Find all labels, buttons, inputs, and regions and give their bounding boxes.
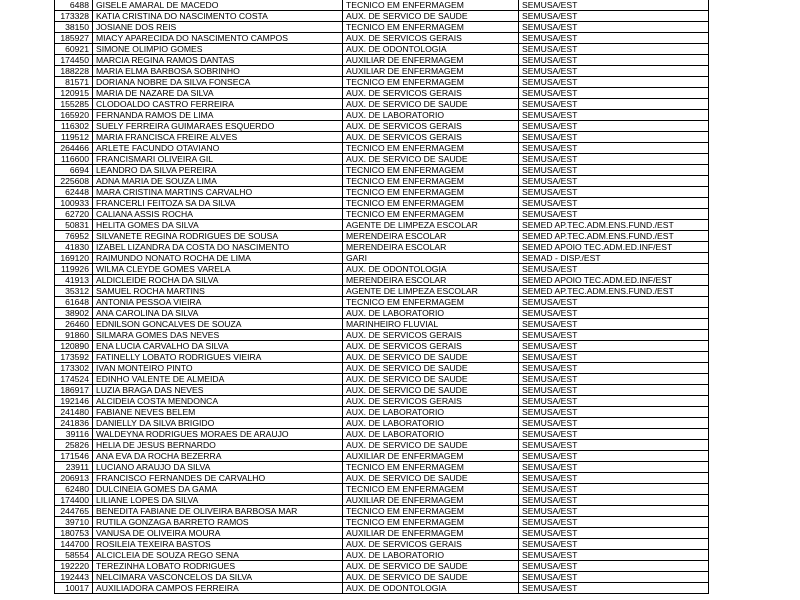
table-row [55,11,709,22]
job-title-cell: AUX. DE SERVICO DE SAUDE [343,374,519,385]
department-cell: SEMUSA/EST [519,429,709,440]
department-cell: SEMUSA/EST [519,209,709,220]
job-title-cell: AUX. DE SERVICO DE SAUDE [343,363,519,374]
department-cell: SEMUSA/EST [519,187,709,198]
table-row [55,429,709,440]
employee-name-cell: GISELE AMARAL DE MACEDO [93,0,343,11]
job-title-cell: AUXILIAR DE ENFERMAGEM [343,66,519,77]
table-row [55,539,709,550]
table-row [55,209,709,220]
employee-name-cell: WILMA CLEYDE GOMES VARELA [93,264,343,275]
job-title-cell: TECNICO EM ENFERMAGEM [343,143,519,154]
department-cell: SEMUSA/EST [519,297,709,308]
employee-id-cell: 206913 [55,473,93,484]
table-row [55,33,709,44]
employee-id-cell: 173328 [55,11,93,22]
employee-id-cell: 185927 [55,33,93,44]
employee-id-cell: 39116 [55,429,93,440]
employee-name-cell: LUCIANO ARAUJO DA SILVA [93,462,343,473]
table-row [55,451,709,462]
employee-name-cell: FRANCISMARI OLIVEIRA GIL [93,154,343,165]
job-title-cell: AUX. DE ODONTOLOGIA [343,583,519,594]
job-title-cell: AUX. DE SERVICOS GERAIS [343,539,519,550]
table-row [55,462,709,473]
employee-id-cell: 173592 [55,352,93,363]
job-title-cell: TECNICO EM ENFERMAGEM [343,506,519,517]
table-row [55,275,709,286]
employee-id-cell: 174450 [55,55,93,66]
table-row [55,220,709,231]
job-title-cell: TECNICO EM ENFERMAGEM [343,462,519,473]
department-cell: SEMUSA/EST [519,319,709,330]
table-row [55,253,709,264]
job-title-cell: AUX. DE LABORATORIO [343,418,519,429]
employee-table-body [55,0,709,594]
employee-name-cell: HELITA GOMES DA SILVA [93,220,343,231]
department-cell: SEMUSA/EST [519,506,709,517]
table-row [55,418,709,429]
department-cell: SEMUSA/EST [519,418,709,429]
employee-name-cell: IZABEL LIZANDRA DA COSTA DO NASCIMENTO [93,242,343,253]
employee-id-cell: 62480 [55,484,93,495]
table-row [55,440,709,451]
employee-id-cell: 62720 [55,209,93,220]
department-cell: SEMUSA/EST [519,0,709,11]
job-title-cell: TECNICO EM ENFERMAGEM [343,165,519,176]
department-cell: SEMED AP.TEC.ADM.ENS.FUND./EST [519,231,709,242]
table-row [55,473,709,484]
employee-id-cell: 192220 [55,561,93,572]
department-cell: SEMED APOIO TEC.ADM.ED.INF/EST [519,275,709,286]
table-row [55,341,709,352]
job-title-cell: MERENDEIRA ESCOLAR [343,275,519,286]
department-cell: SEMUSA/EST [519,396,709,407]
employee-id-cell: 188228 [55,66,93,77]
employee-id-cell: 174400 [55,495,93,506]
employee-name-cell: DORIANA NOBRE DA SILVA FONSECA [93,77,343,88]
employee-name-cell: ALDICLEIDE ROCHA DA SILVA [93,275,343,286]
employee-name-cell: KATIA CRISTINA DO NASCIMENTO COSTA [93,11,343,22]
table-row [55,77,709,88]
employee-name-cell: ARLETE FACUNDO OTAVIANO [93,143,343,154]
employee-id-cell: 186917 [55,385,93,396]
job-title-cell: MARINHEIRO FLUVIAL [343,319,519,330]
employee-id-cell: 76952 [55,231,93,242]
job-title-cell: AUX. DE ODONTOLOGIA [343,44,519,55]
job-title-cell: AUXILIAR DE ENFERMAGEM [343,528,519,539]
job-title-cell: AUX. DE SERVICO DE SAUDE [343,385,519,396]
employee-name-cell: AUXILIADORA CAMPOS FERREIRA [93,583,343,594]
employee-id-cell: 119926 [55,264,93,275]
employee-name-cell: SILVANETE REGINA RODRIGUES DE SOUSA [93,231,343,242]
employee-id-cell: 192443 [55,572,93,583]
employee-name-cell: SIMONE OLIMPIO GOMES [93,44,343,55]
employee-table [54,0,709,594]
table-row [55,352,709,363]
table-row [55,330,709,341]
table-row [55,396,709,407]
employee-name-cell: CALIANA ASSIS ROCHA [93,209,343,220]
department-cell: SEMUSA/EST [519,308,709,319]
employee-id-cell: 192146 [55,396,93,407]
employee-name-cell: TEREZINHA LOBATO RODRIGUES [93,561,343,572]
table-row [55,319,709,330]
table-row [55,176,709,187]
job-title-cell: AUX. DE LABORATORIO [343,550,519,561]
job-title-cell: AUX. DE SERVICO DE SAUDE [343,154,519,165]
employee-name-cell: ALCIDEIA COSTA MENDONCA [93,396,343,407]
department-cell: SEMUSA/EST [519,363,709,374]
employee-id-cell: 116600 [55,154,93,165]
table-row [55,99,709,110]
table-row [55,374,709,385]
employee-name-cell: FABIANE NEVES BELEM [93,407,343,418]
employee-id-cell: 41830 [55,242,93,253]
job-title-cell: AUXILIAR DE ENFERMAGEM [343,495,519,506]
employee-name-cell: DULCINEIA GOMES DA GAMA [93,484,343,495]
table-row [55,198,709,209]
employee-id-cell: 26460 [55,319,93,330]
job-title-cell: AUXILIAR DE ENFERMAGEM [343,55,519,66]
job-title-cell: AUX. DE SERVICOS GERAIS [343,396,519,407]
employee-id-cell: 58554 [55,550,93,561]
employee-name-cell: MIACY APARECIDA DO NASCIMENTO CAMPOS [93,33,343,44]
job-title-cell: AGENTE DE LIMPEZA ESCOLAR [343,286,519,297]
table-row [55,495,709,506]
employee-name-cell: SILMARA GOMES DAS NEVES [93,330,343,341]
table-row [55,44,709,55]
employee-id-cell: 81571 [55,77,93,88]
department-cell: SEMAD - DISP./EST [519,253,709,264]
job-title-cell: TECNICO EM ENFERMAGEM [343,77,519,88]
employee-id-cell: 41913 [55,275,93,286]
employee-name-cell: FERNANDA RAMOS DE LIMA [93,110,343,121]
job-title-cell: TECNICO EM ENFERMAGEM [343,297,519,308]
employee-name-cell: FRANCERLI FEITOZA SA DA SILVA [93,198,343,209]
employee-name-cell: LEANDRO DA SILVA PEREIRA [93,165,343,176]
employee-name-cell: FRANCISCO FERNANDES DE CARVALHO [93,473,343,484]
table-row [55,506,709,517]
job-title-cell: AUX. DE SERVICOS GERAIS [343,330,519,341]
employee-name-cell: NELCIMARA VASCONCELOS DA SILVA [93,572,343,583]
department-cell: SEMUSA/EST [519,440,709,451]
department-cell: SEMUSA/EST [519,77,709,88]
department-cell: SEMUSA/EST [519,264,709,275]
table-row [55,517,709,528]
employee-name-cell: MARIA ELMA BARBOSA SOBRINHO [93,66,343,77]
employee-name-cell: ALCICLEIA DE SOUZA REGO SENA [93,550,343,561]
table-row [55,132,709,143]
employee-name-cell: LILIANE LOPES DA SILVA [93,495,343,506]
employee-id-cell: 144700 [55,539,93,550]
department-cell: SEMUSA/EST [519,539,709,550]
employee-name-cell: VANUSA DE OLIVEIRA MOURA [93,528,343,539]
table-row [55,0,709,11]
department-cell: SEMUSA/EST [519,22,709,33]
job-title-cell: AUX. DE SERVICO DE SAUDE [343,473,519,484]
employee-id-cell: 116302 [55,121,93,132]
department-cell: SEMUSA/EST [519,341,709,352]
employee-id-cell: 120890 [55,341,93,352]
employee-id-cell: 169120 [55,253,93,264]
job-title-cell: AUX. DE SERVICO DE SAUDE [343,11,519,22]
department-cell: SEMUSA/EST [519,44,709,55]
job-title-cell: AUX. DE SERVICOS GERAIS [343,132,519,143]
employee-id-cell: 119512 [55,132,93,143]
employee-id-cell: 38902 [55,308,93,319]
employee-id-cell: 61648 [55,297,93,308]
employee-name-cell: RAIMUNDO NONATO ROCHA DE LIMA [93,253,343,264]
job-title-cell: AUX. DE SERVICO DE SAUDE [343,99,519,110]
department-cell: SEMUSA/EST [519,88,709,99]
job-title-cell: AUX. DE SERVICO DE SAUDE [343,440,519,451]
employee-name-cell: ANTONIA PESSOA VIEIRA [93,297,343,308]
job-title-cell: TECNICO EM ENFERMAGEM [343,484,519,495]
department-cell: SEMUSA/EST [519,495,709,506]
department-cell: SEMUSA/EST [519,374,709,385]
employee-name-cell: DANIELLY DA SILVA BRIGIDO [93,418,343,429]
job-title-cell: AUXILIAR DE ENFERMAGEM [343,451,519,462]
department-cell: SEMUSA/EST [519,407,709,418]
table-row [55,528,709,539]
table-row [55,242,709,253]
department-cell: SEMED AP.TEC.ADM.ENS.FUND./EST [519,220,709,231]
job-title-cell: AUX. DE ODONTOLOGIA [343,264,519,275]
table-row [55,231,709,242]
job-title-cell: TECNICO EM ENFERMAGEM [343,198,519,209]
employee-id-cell: 165920 [55,110,93,121]
department-cell: SEMUSA/EST [519,451,709,462]
department-cell: SEMED APOIO TEC.ADM.ED.INF/EST [519,242,709,253]
employee-name-cell: JOSIANE DOS REIS [93,22,343,33]
department-cell: SEMUSA/EST [519,33,709,44]
employee-id-cell: 225608 [55,176,93,187]
job-title-cell: AUX. DE SERVICO DE SAUDE [343,561,519,572]
department-cell: SEMUSA/EST [519,110,709,121]
table-row [55,143,709,154]
employee-id-cell: 23911 [55,462,93,473]
job-title-cell: AUX. DE SERVICOS GERAIS [343,121,519,132]
department-cell: SEMUSA/EST [519,176,709,187]
job-title-cell: MERENDEIRA ESCOLAR [343,242,519,253]
department-cell: SEMUSA/EST [519,99,709,110]
job-title-cell: AUX. DE SERVICOS GERAIS [343,33,519,44]
job-title-cell: AUX. DE LABORATORIO [343,110,519,121]
department-cell: SEMUSA/EST [519,572,709,583]
department-cell: SEMUSA/EST [519,143,709,154]
department-cell: SEMUSA/EST [519,55,709,66]
table-row [55,385,709,396]
employee-name-cell: MARCIA REGINA RAMOS DANTAS [93,55,343,66]
department-cell: SEMUSA/EST [519,473,709,484]
employee-name-cell: HELIA DE JESUS BERNARDO [93,440,343,451]
department-cell: SEMUSA/EST [519,132,709,143]
job-title-cell: TECNICO EM ENFERMAGEM [343,22,519,33]
department-cell: SEMUSA/EST [519,561,709,572]
employee-id-cell: 171546 [55,451,93,462]
employee-id-cell: 120915 [55,88,93,99]
table-row [55,550,709,561]
table-row [55,484,709,495]
employee-name-cell: ADNA MARIA DE SOUZA LIMA [93,176,343,187]
employee-id-cell: 155285 [55,99,93,110]
employee-id-cell: 91860 [55,330,93,341]
job-title-cell: AUX. DE LABORATORIO [343,429,519,440]
job-title-cell: TECNICO EM ENFERMAGEM [343,517,519,528]
table-row [55,297,709,308]
employee-name-cell: ANA CAROLINA DA SILVA [93,308,343,319]
job-title-cell: AGENTE DE LIMPEZA ESCOLAR [343,220,519,231]
employee-id-cell: 174524 [55,374,93,385]
table-row [55,561,709,572]
department-cell: SEMUSA/EST [519,550,709,561]
job-title-cell: MERENDEIRA ESCOLAR [343,231,519,242]
employee-name-cell: ANA EVA DA ROCHA BEZERRA [93,451,343,462]
employee-name-cell: MARIA DE NAZARE DA SILVA [93,88,343,99]
table-row [55,407,709,418]
employee-name-cell: CLODOALDO CASTRO FERREIRA [93,99,343,110]
employee-id-cell: 180753 [55,528,93,539]
job-title-cell: TECNICO EM ENFERMAGEM [343,209,519,220]
employee-id-cell: 39710 [55,517,93,528]
employee-name-cell: BENEDITA FABIANE DE OLIVEIRA BARBOSA MAR [93,506,343,517]
employee-name-cell: LUZIA BRAGA DAS NEVES [93,385,343,396]
table-row [55,308,709,319]
table-row [55,583,709,594]
table-row [55,88,709,99]
employee-id-cell: 6488 [55,0,93,11]
table-row [55,55,709,66]
employee-id-cell: 60921 [55,44,93,55]
table-row [55,286,709,297]
department-cell: SEMUSA/EST [519,11,709,22]
department-cell: SEMUSA/EST [519,484,709,495]
job-title-cell: AUX. DE SERVICOS GERAIS [343,341,519,352]
department-cell: SEMUSA/EST [519,154,709,165]
table-row [55,165,709,176]
employee-name-cell: EDINHO VALENTE DE ALMEIDA [93,374,343,385]
table-row [55,66,709,77]
employee-name-cell: MARIA FRANCISCA FREIRE ALVES [93,132,343,143]
employee-id-cell: 100933 [55,198,93,209]
department-cell: SEMUSA/EST [519,121,709,132]
table-row [55,110,709,121]
job-title-cell: AUX. DE SERVICOS GERAIS [343,88,519,99]
department-cell: SEMUSA/EST [519,330,709,341]
employee-id-cell: 173302 [55,363,93,374]
department-cell: SEMED AP.TEC.ADM.ENS.FUND./EST [519,286,709,297]
employee-name-cell: RUTILA GONZAGA BARRETO RAMOS [93,517,343,528]
employee-id-cell: 241836 [55,418,93,429]
employee-name-cell: MARA CRISTINA MARTINS CARVALHO [93,187,343,198]
table-row [55,572,709,583]
table-row [55,154,709,165]
employee-name-cell: ROSILEIA TEXEIRA BASTOS [93,539,343,550]
department-cell: SEMUSA/EST [519,385,709,396]
table-row [55,22,709,33]
employee-name-cell: WALDEYNA RODRIGUES MORAES DE ARAUJO [93,429,343,440]
department-cell: SEMUSA/EST [519,165,709,176]
table-row [55,187,709,198]
employee-id-cell: 6694 [55,165,93,176]
job-title-cell: AUX. DE LABORATORIO [343,407,519,418]
department-cell: SEMUSA/EST [519,66,709,77]
department-cell: SEMUSA/EST [519,517,709,528]
department-cell: SEMUSA/EST [519,462,709,473]
employee-id-cell: 10017 [55,583,93,594]
employee-id-cell: 35312 [55,286,93,297]
department-cell: SEMUSA/EST [519,352,709,363]
department-cell: SEMUSA/EST [519,528,709,539]
job-title-cell: GARI [343,253,519,264]
job-title-cell: TECNICO EM ENFERMAGEM [343,0,519,11]
employee-id-cell: 244765 [55,506,93,517]
job-title-cell: TECNICO EM ENFERMAGEM [343,187,519,198]
job-title-cell: AUX. DE LABORATORIO [343,308,519,319]
employee-id-cell: 50831 [55,220,93,231]
employee-name-cell: EDNILSON GONCALVES DE SOUZA [93,319,343,330]
employee-name-cell: FATINELLY LOBATO RODRIGUES VIEIRA [93,352,343,363]
table-row [55,264,709,275]
employee-name-cell: SUELY FERREIRA GUIMARAES ESQUERDO [93,121,343,132]
department-cell: SEMUSA/EST [519,198,709,209]
employee-id-cell: 38150 [55,22,93,33]
employee-id-cell: 62448 [55,187,93,198]
job-title-cell: TECNICO EM ENFERMAGEM [343,176,519,187]
employee-id-cell: 241480 [55,407,93,418]
department-cell: SEMUSA/EST [519,583,709,594]
employee-name-cell: SAMUEL ROCHA MARTINS [93,286,343,297]
employee-id-cell: 264466 [55,143,93,154]
table-row [55,121,709,132]
employee-id-cell: 25826 [55,440,93,451]
employee-name-cell: IVAN MONTEIRO PINTO [93,363,343,374]
job-title-cell: AUX. DE SERVICO DE SAUDE [343,572,519,583]
table-row [55,363,709,374]
employee-name-cell: ENA LUCIA CARVALHO DA SILVA [93,341,343,352]
job-title-cell: AUX. DE SERVICO DE SAUDE [343,352,519,363]
